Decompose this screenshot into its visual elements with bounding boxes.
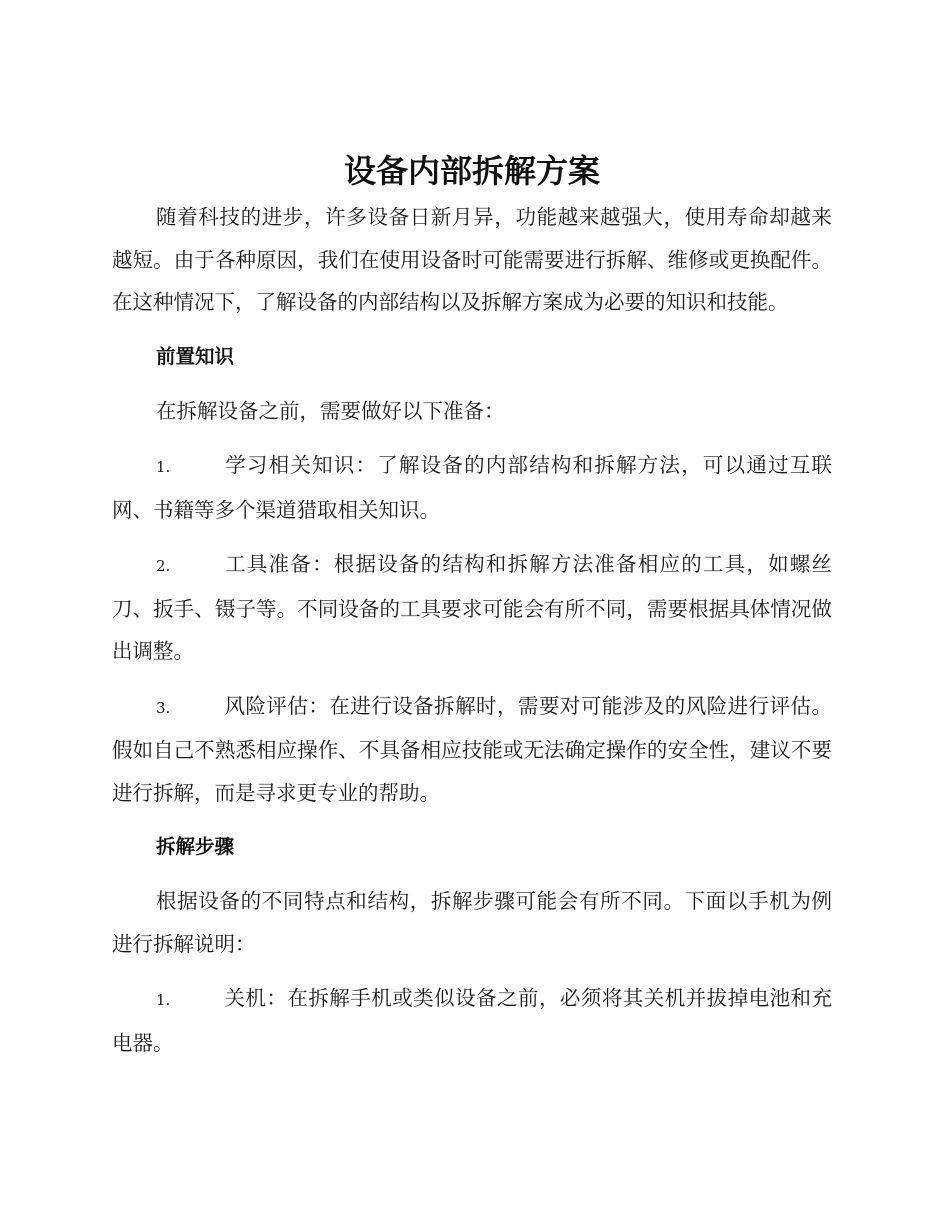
section-heading-prerequisites: 前置知识 [156, 344, 235, 368]
list-item-number: 1. [156, 458, 171, 476]
intro-paragraph: 随着科技的进步，许多设备日新月异，功能越来越强大，使用寿命却越来越短。由于各种原因，我们在使用设备时可能需要进行拆解、维修或更换配件。在这种情况下，了解设备的内部结构以及拆解方案成为必要的知识和技能。 [112, 205, 832, 314]
list-item-text: 工具准备：根据设备的结构和拆解方法准备相应的工具，如螺丝刀、扳手、镊子等。不同设备的工具要求可能会有所不同，需要根据具体情况做出调整。 [112, 552, 832, 663]
document-content [112, 148, 832, 1076]
list-item-text: 风险评估：在进行设备拆解时，需要对可能涉及的风险进行评估。假如自己不熟悉相应操作、不具备相应技能或无法确定操作的安全性，建议不要进行拆解，而是寻求更专业的帮助。 [112, 693, 832, 805]
section-lead-steps: 根据设备的不同特点和结构，拆解步骤可能会有所不同。下面以手机为例进行拆解说明： [112, 889, 832, 956]
list-item [112, 685, 832, 815]
list-item-number: 1. [156, 991, 171, 1009]
section-heading-steps: 拆解步骤 [156, 835, 235, 858]
list-item [112, 543, 832, 673]
list-item-number: 3. [156, 698, 171, 717]
section-lead-prerequisites: 在拆解设备之前，需要做好以下准备： [156, 398, 505, 423]
list-item-text: 学习相关知识：了解设备的内部结构和拆解方法，可以通过互联网、书籍等多个渠道猎取相关知识。 [112, 453, 832, 522]
list-item-number: 2. [156, 557, 171, 575]
list-item [112, 977, 832, 1064]
document-title: 设备内部拆解方案 [343, 152, 600, 190]
list-item-text: 关机：在拆解手机或类似设备之前，必须将其关机并拔掉电池和充电器。 [112, 986, 832, 1055]
list-item [112, 444, 832, 531]
